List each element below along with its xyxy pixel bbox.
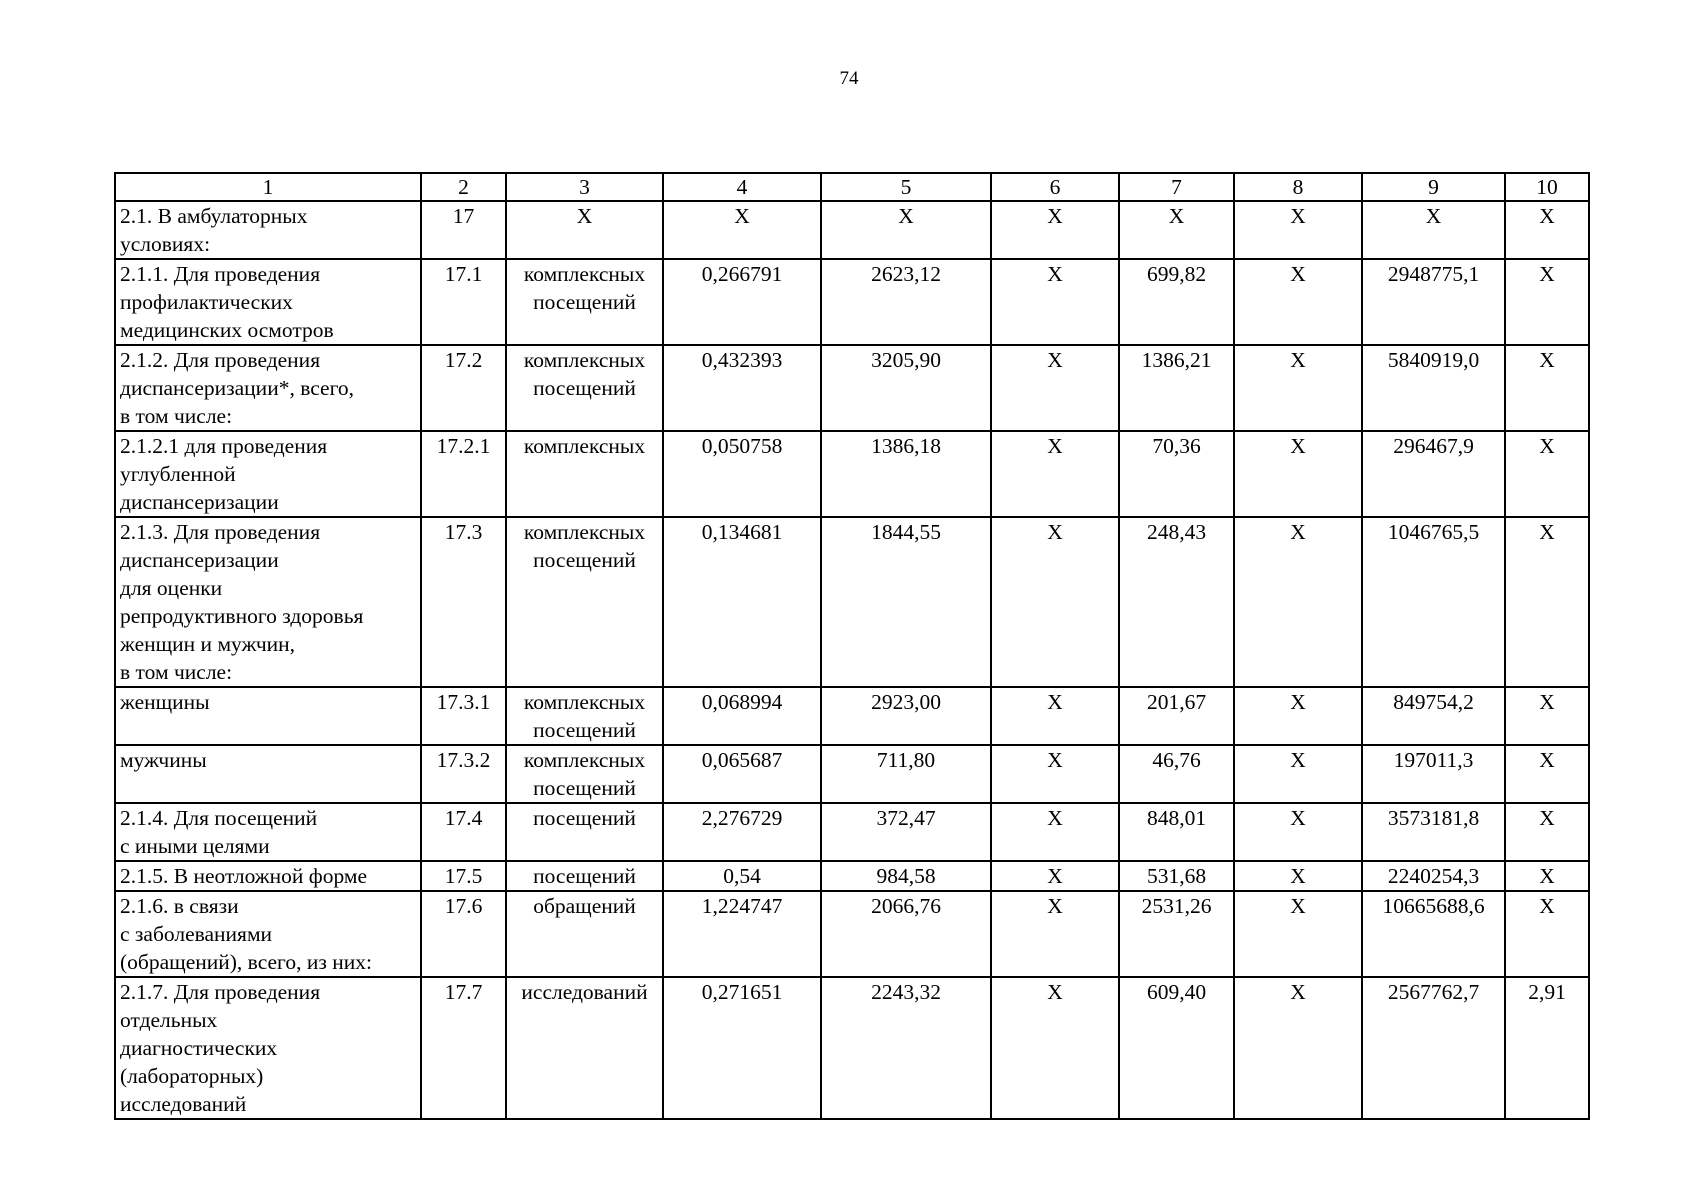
value-cell-c8: Х	[1234, 517, 1362, 687]
row-code-cell: 17.2	[421, 345, 506, 431]
value-cell-c4: 0,271651	[663, 977, 821, 1119]
row-name-line: женщины	[120, 690, 210, 714]
column-header: 10	[1505, 173, 1589, 201]
row-name-cell	[115, 259, 421, 345]
row-unit-cell	[506, 861, 663, 891]
row-unit-cell	[506, 687, 663, 745]
row-code-cell: 17.4	[421, 803, 506, 861]
row-name-line: 2.1.2. Для проведения	[120, 348, 321, 372]
row-unit-line: посещений	[533, 864, 636, 888]
row-unit-cell	[506, 345, 663, 431]
value-cell-c5: 1844,55	[821, 517, 991, 687]
row-unit-line: комплексных	[523, 262, 646, 286]
value-cell-c5: 3205,90	[821, 345, 991, 431]
value-cell-c8: Х	[1234, 259, 1362, 345]
row-name-line: для оценки	[120, 576, 223, 600]
value-cell-c4: Х	[663, 201, 821, 259]
value-cell-c6: Х	[991, 345, 1119, 431]
row-name-cell	[115, 431, 421, 517]
value-cell-c10: Х	[1505, 803, 1589, 861]
value-cell-c8: Х	[1234, 431, 1362, 517]
value-cell-c7: 70,36	[1119, 431, 1234, 517]
value-cell-c10: Х	[1505, 345, 1589, 431]
value-cell-c8: Х	[1234, 345, 1362, 431]
row-unit-line: посещений	[533, 806, 636, 830]
value-cell-c4: 1,224747	[663, 891, 821, 977]
value-cell-c9: Х	[1362, 201, 1505, 259]
row-name-line: 2.1.1. Для проведения	[120, 262, 321, 286]
row-name-line: в том числе:	[120, 660, 233, 684]
value-cell-c7: 2531,26	[1119, 891, 1234, 977]
value-cell-c6: Х	[991, 259, 1119, 345]
row-unit-line: обращений	[533, 894, 636, 918]
row-name-cell	[115, 745, 421, 803]
row-unit-cell	[506, 259, 663, 345]
data-table	[114, 172, 1590, 1120]
row-name-line: (обращений), всего, из них:	[120, 950, 372, 974]
value-cell-c6: Х	[991, 201, 1119, 259]
column-header: 6	[991, 173, 1119, 201]
row-name-cell	[115, 687, 421, 745]
value-cell-c9: 296467,9	[1362, 431, 1505, 517]
table-row	[115, 431, 1589, 517]
column-header: 7	[1119, 173, 1234, 201]
row-name-cell	[115, 977, 421, 1119]
row-name-cell	[115, 803, 421, 861]
row-name-line: 2.1.3. Для проведения	[120, 520, 321, 544]
row-unit-cell	[506, 431, 663, 517]
row-unit-line: комплексных	[523, 348, 646, 372]
column-header: 3	[506, 173, 663, 201]
row-name-line: 2.1. В амбулаторных	[120, 204, 308, 228]
row-name-line: профилактических	[120, 290, 293, 314]
table-row	[115, 687, 1589, 745]
row-unit-cell	[506, 977, 663, 1119]
value-cell-c4: 0,54	[663, 861, 821, 891]
row-code-cell: 17.3.1	[421, 687, 506, 745]
row-unit-cell	[506, 517, 663, 687]
value-cell-c6: Х	[991, 861, 1119, 891]
value-cell-c8: Х	[1234, 861, 1362, 891]
value-cell-c7: Х	[1119, 201, 1234, 259]
value-cell-c10: Х	[1505, 517, 1589, 687]
value-cell-c10: Х	[1505, 861, 1589, 891]
column-header: 1	[115, 173, 421, 201]
row-unit-cell	[506, 803, 663, 861]
row-unit-line: посещений	[533, 718, 636, 742]
value-cell-c4: 0,065687	[663, 745, 821, 803]
value-cell-c4: 0,432393	[663, 345, 821, 431]
value-cell-c5: 2923,00	[821, 687, 991, 745]
table-row	[115, 803, 1589, 861]
value-cell-c4: 0,134681	[663, 517, 821, 687]
value-cell-c5: 711,80	[821, 745, 991, 803]
table-row	[115, 861, 1589, 891]
column-header: 9	[1362, 173, 1505, 201]
row-code-cell: 17.6	[421, 891, 506, 977]
row-name-line: 2.1.6. в связи	[120, 894, 239, 918]
table-body	[115, 201, 1589, 1119]
value-cell-c10: Х	[1505, 745, 1589, 803]
row-name-cell	[115, 861, 421, 891]
row-name-line: углубленной	[120, 462, 236, 486]
row-unit-line: посещений	[533, 290, 636, 314]
value-cell-c4: 0,068994	[663, 687, 821, 745]
value-cell-c5: Х	[821, 201, 991, 259]
value-cell-c10: Х	[1505, 259, 1589, 345]
row-name-line: медицинских осмотров	[120, 318, 334, 342]
value-cell-c8: Х	[1234, 891, 1362, 977]
row-name-line: 2.1.7. Для проведения	[120, 980, 321, 1004]
value-cell-c10: 2,91	[1505, 977, 1589, 1119]
value-cell-c5: 984,58	[821, 861, 991, 891]
value-cell-c4: 0,050758	[663, 431, 821, 517]
value-cell-c8: Х	[1234, 977, 1362, 1119]
table-row	[115, 977, 1589, 1119]
value-cell-c8: Х	[1234, 201, 1362, 259]
value-cell-c9: 849754,2	[1362, 687, 1505, 745]
row-name-line: мужчины	[120, 748, 207, 772]
value-cell-c7: 248,43	[1119, 517, 1234, 687]
value-cell-c7: 531,68	[1119, 861, 1234, 891]
value-cell-c9: 1046765,5	[1362, 517, 1505, 687]
value-cell-c6: Х	[991, 977, 1119, 1119]
row-name-line: отдельных	[120, 1008, 218, 1032]
value-cell-c4: 2,276729	[663, 803, 821, 861]
row-unit-line: комплексных	[523, 520, 646, 544]
row-code-cell: 17.7	[421, 977, 506, 1119]
column-header: 8	[1234, 173, 1362, 201]
table-header-row	[115, 173, 1589, 201]
value-cell-c9: 2240254,3	[1362, 861, 1505, 891]
row-unit-line: комплексных	[523, 690, 646, 714]
value-cell-c5: 2623,12	[821, 259, 991, 345]
row-name-line: 2.1.2.1 для проведения	[120, 434, 328, 458]
row-name-line: репродуктивного здоровья	[120, 604, 364, 628]
column-header: 4	[663, 173, 821, 201]
row-name-cell	[115, 517, 421, 687]
value-cell-c7: 201,67	[1119, 687, 1234, 745]
row-name-cell	[115, 201, 421, 259]
value-cell-c9: 2567762,7	[1362, 977, 1505, 1119]
value-cell-c7: 1386,21	[1119, 345, 1234, 431]
row-code-cell: 17	[421, 201, 506, 259]
value-cell-c9: 10665688,6	[1362, 891, 1505, 977]
row-code-cell: 17.2.1	[421, 431, 506, 517]
value-cell-c6: Х	[991, 517, 1119, 687]
value-cell-c7: 609,40	[1119, 977, 1234, 1119]
value-cell-c10: Х	[1505, 891, 1589, 977]
value-cell-c6: Х	[991, 687, 1119, 745]
row-code-cell: 17.3.2	[421, 745, 506, 803]
page-number: 74	[839, 68, 859, 89]
value-cell-c7: 46,76	[1119, 745, 1234, 803]
row-name-line: женщин и мужчин,	[120, 632, 296, 656]
value-cell-c6: Х	[991, 745, 1119, 803]
row-name-line: 2.1.5. В неотложной форме	[120, 864, 368, 888]
row-name-line: диагностических	[120, 1036, 278, 1060]
value-cell-c8: Х	[1234, 687, 1362, 745]
table-row	[115, 517, 1589, 687]
row-name-line: диспансеризации	[120, 548, 279, 572]
value-cell-c7: 848,01	[1119, 803, 1234, 861]
value-cell-c9: 197011,3	[1362, 745, 1505, 803]
row-name-line: (лабораторных)	[120, 1064, 264, 1088]
value-cell-c5: 1386,18	[821, 431, 991, 517]
value-cell-c6: Х	[991, 891, 1119, 977]
row-code-cell: 17.3	[421, 517, 506, 687]
value-cell-c10: Х	[1505, 431, 1589, 517]
value-cell-c8: Х	[1234, 803, 1362, 861]
value-cell-c9: 2948775,1	[1362, 259, 1505, 345]
row-name-line: диспансеризации	[120, 490, 279, 514]
row-unit-line: комплексных	[523, 748, 646, 772]
row-unit-cell	[506, 745, 663, 803]
row-name-cell	[115, 345, 421, 431]
value-cell-c5: 2243,32	[821, 977, 991, 1119]
value-cell-c5: 372,47	[821, 803, 991, 861]
row-name-line: с иными целями	[120, 834, 270, 858]
row-name-line: с заболеваниями	[120, 922, 273, 946]
row-unit-line: исследований	[521, 980, 648, 1004]
row-name-line: 2.1.4. Для посещений	[120, 806, 318, 830]
row-unit-cell	[506, 891, 663, 977]
row-name-line: в том числе:	[120, 404, 233, 428]
value-cell-c6: Х	[991, 803, 1119, 861]
row-name-line: условиях:	[120, 232, 211, 256]
value-cell-c7: 699,82	[1119, 259, 1234, 345]
row-unit-line: посещений	[533, 376, 636, 400]
table-row	[115, 345, 1589, 431]
column-header: 2	[421, 173, 506, 201]
row-unit-line: комплексных	[523, 434, 646, 458]
value-cell-c10: Х	[1505, 687, 1589, 745]
table-row	[115, 745, 1589, 803]
value-cell-c8: Х	[1234, 745, 1362, 803]
value-cell-c5: 2066,76	[821, 891, 991, 977]
row-unit-cell: Х	[506, 201, 663, 259]
value-cell-c4: 0,266791	[663, 259, 821, 345]
table-row	[115, 259, 1589, 345]
value-cell-c10: Х	[1505, 201, 1589, 259]
value-cell-c6: Х	[991, 431, 1119, 517]
row-name-line: диспансеризации*, всего,	[120, 376, 354, 400]
row-code-cell: 17.5	[421, 861, 506, 891]
row-unit-line: посещений	[533, 776, 636, 800]
row-code-cell: 17.1	[421, 259, 506, 345]
column-header: 5	[821, 173, 991, 201]
value-cell-c9: 3573181,8	[1362, 803, 1505, 861]
row-name-cell	[115, 891, 421, 977]
table-row	[115, 201, 1589, 259]
row-name-line: исследований	[120, 1092, 247, 1116]
row-unit-line: посещений	[533, 548, 636, 572]
table-row	[115, 891, 1589, 977]
value-cell-c9: 5840919,0	[1362, 345, 1505, 431]
